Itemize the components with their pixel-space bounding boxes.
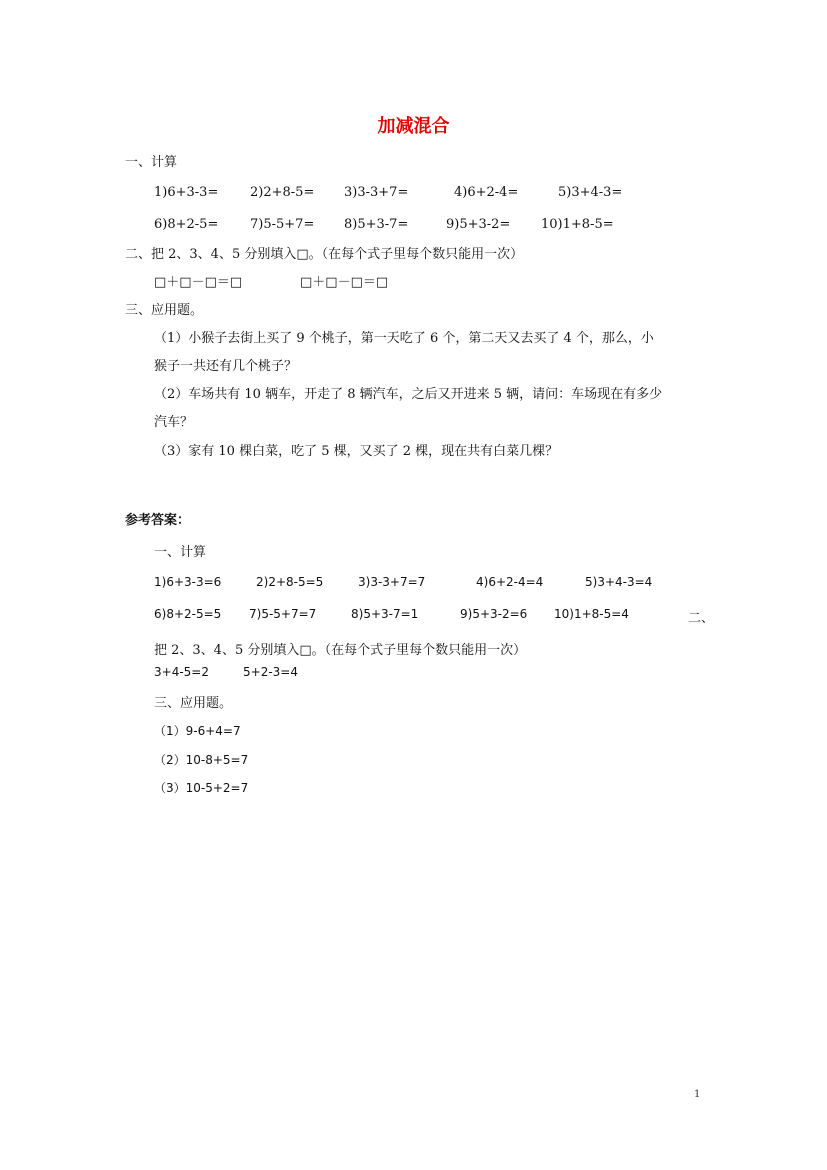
question-3: （3）家有 10 棵白菜，吃了 5 棵，又买了 2 棵，现在共有白菜几棵？ xyxy=(154,444,559,459)
section-1-heading: 一、计算 xyxy=(125,155,178,170)
problem-2: 2)2+8-5= xyxy=(250,185,315,200)
problem-7: 7)5-5+7= xyxy=(250,217,315,232)
application-answer-2: （2）10-8+5=7 xyxy=(154,753,249,767)
answers-section-3-heading: 三、应用题。 xyxy=(154,696,233,711)
page-number: 1 xyxy=(694,1089,701,1100)
question-2-line-2: 汽车？ xyxy=(154,415,194,430)
answer-10: 10)1+8-5=4 xyxy=(554,607,629,621)
question-2-line-1: （2）车场共有 10 辆车，开走了 8 辆汽车，之后又开进来 5 辆，请问：车场现在有多少 xyxy=(154,387,663,402)
answer-4: 4)6+2-4=4 xyxy=(476,575,544,589)
problem-10: 10)1+8-5= xyxy=(541,217,614,232)
answers-section-2-prefix: 二、 xyxy=(688,611,715,626)
answer-3: 3)3-3+7=7 xyxy=(358,575,426,589)
box-equation-1: □＋□－□＝□ xyxy=(154,275,243,290)
answer-8: 8)5+3-7=1 xyxy=(351,607,419,621)
answer-7: 7)5-5+7=7 xyxy=(249,607,317,621)
answer-6: 6)8+2-5=5 xyxy=(154,607,222,621)
answer-box-equation-2: 5+2-3=4 xyxy=(243,665,298,679)
answers-heading: 参考答案： xyxy=(125,513,191,528)
section-3-heading: 三、应用题。 xyxy=(125,303,204,318)
box-equation-2: □＋□－□＝□ xyxy=(300,275,389,290)
answer-5: 5)3+4-3=4 xyxy=(585,575,653,589)
problem-8: 8)5+3-7= xyxy=(344,217,409,232)
application-answer-1: （1）9-6+4=7 xyxy=(154,724,241,738)
problem-3: 3)3-3+7= xyxy=(344,185,409,200)
answer-1: 1)6+3-3=6 xyxy=(154,575,222,589)
answers-section-2-heading: 把 2、3、4、5 分别填入□。（在每个式子里每个数只能用一次） xyxy=(154,643,527,658)
problem-5: 5)3+4-3= xyxy=(558,185,623,200)
question-1-line-2: 猴子一共还有几个桃子？ xyxy=(154,359,298,374)
problem-6: 6)8+2-5= xyxy=(154,217,219,232)
answers-section-1-heading: 一、计算 xyxy=(154,545,207,560)
answer-2: 2)2+8-5=5 xyxy=(256,575,324,589)
answer-9: 9)5+3-2=6 xyxy=(460,607,528,621)
problem-9: 9)5+3-2= xyxy=(446,217,511,232)
answer-box-equation-1: 3+4-5=2 xyxy=(154,665,209,679)
section-2-heading: 二、把 2、3、4、5 分别填入□。（在每个式子里每个数只能用一次） xyxy=(125,247,524,262)
question-1-line-1: （1）小猴子去街上买了 9 个桃子，第一天吃了 6 个，第二天又去买了 4 个，那么，小 xyxy=(154,331,654,346)
problem-1: 1)6+3-3= xyxy=(154,185,219,200)
application-answer-3: （3）10-5+2=7 xyxy=(154,781,249,795)
page-title: 加减混合 xyxy=(377,116,450,137)
problem-4: 4)6+2-4= xyxy=(454,185,519,200)
